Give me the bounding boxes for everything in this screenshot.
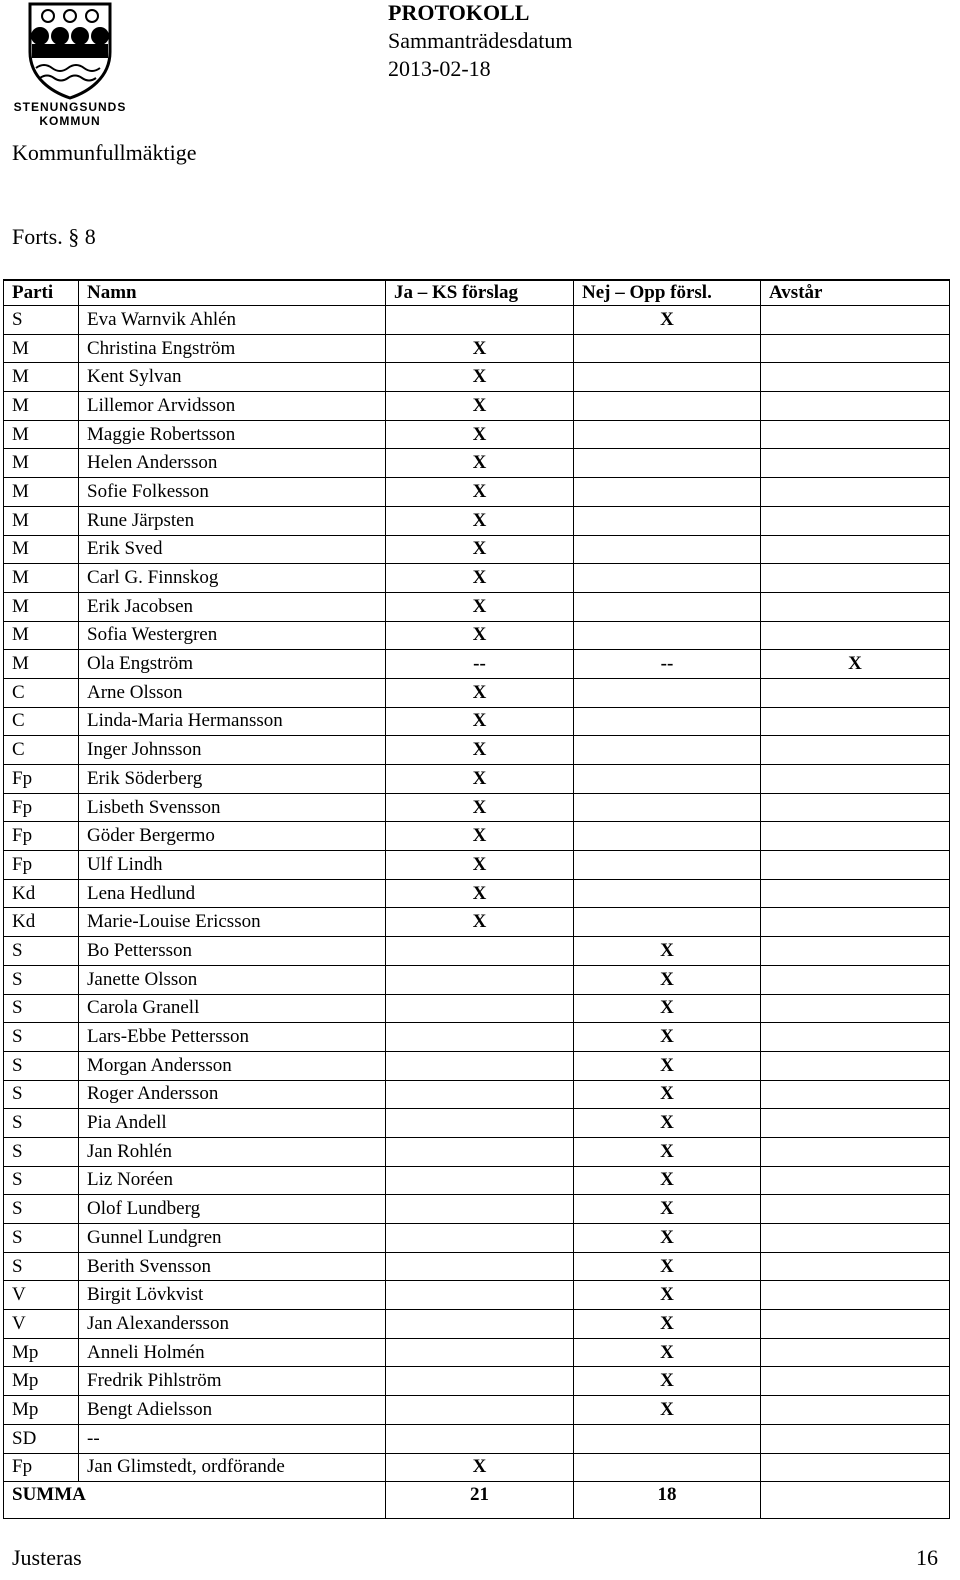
cell-ja [386, 1338, 574, 1367]
cell-namn: Gunnel Lundgren [79, 1224, 386, 1253]
cell-ja [386, 1051, 574, 1080]
summary-row [4, 1482, 950, 1519]
cell-nej: X [574, 965, 761, 994]
cell-ja [386, 1137, 574, 1166]
table-row [4, 908, 950, 937]
cell-nej [574, 564, 761, 593]
table-header-row [4, 280, 950, 306]
cell-ja: -- [386, 650, 574, 679]
table-row [4, 765, 950, 794]
table-row [4, 937, 950, 966]
table-row [4, 851, 950, 880]
table-row [4, 879, 950, 908]
cell-ja: X [386, 851, 574, 880]
cell-nej [574, 1424, 761, 1453]
cell-namn: Carl G. Finnskog [79, 564, 386, 593]
cell-ja: X [386, 363, 574, 392]
cell-ja [386, 1166, 574, 1195]
cell-ja: X [386, 707, 574, 736]
cell-namn: Göder Bergermo [79, 822, 386, 851]
cell-ja [386, 994, 574, 1023]
table-row [4, 736, 950, 765]
cell-parti: S [4, 1137, 79, 1166]
cell-avstar [761, 478, 950, 507]
column-header-avstar: Avstår [761, 280, 950, 306]
cell-ja [386, 1109, 574, 1138]
table-row [4, 707, 950, 736]
cell-nej [574, 535, 761, 564]
cell-ja: X [386, 420, 574, 449]
cell-avstar [761, 822, 950, 851]
cell-avstar [761, 306, 950, 335]
table-row [4, 334, 950, 363]
table-row [4, 1023, 950, 1052]
cell-namn: Jan Glimstedt, ordförande [79, 1453, 386, 1482]
summary-avstar [761, 1482, 950, 1519]
table-row [4, 1396, 950, 1425]
cell-ja: X [386, 334, 574, 363]
cell-avstar [761, 564, 950, 593]
cell-namn: Maggie Robertsson [79, 420, 386, 449]
cell-parti: C [4, 736, 79, 765]
cell-namn: Lena Hedlund [79, 879, 386, 908]
cell-avstar [761, 449, 950, 478]
cell-ja [386, 965, 574, 994]
cell-ja [386, 1252, 574, 1281]
cell-parti: S [4, 1109, 79, 1138]
cell-parti: S [4, 1166, 79, 1195]
cell-parti: Fp [4, 822, 79, 851]
cell-nej: X [574, 937, 761, 966]
table-row [4, 535, 950, 564]
cell-parti: Kd [4, 908, 79, 937]
cell-parti: S [4, 965, 79, 994]
cell-avstar [761, 793, 950, 822]
cell-nej [574, 334, 761, 363]
table-row [4, 564, 950, 593]
cell-nej [574, 363, 761, 392]
cell-nej: X [574, 1338, 761, 1367]
cell-namn: Inger Johnsson [79, 736, 386, 765]
cell-avstar [761, 1195, 950, 1224]
table-row [4, 449, 950, 478]
meeting-date: 2013-02-18 [388, 56, 491, 81]
cell-namn: Liz Noréen [79, 1166, 386, 1195]
cell-avstar [761, 535, 950, 564]
cell-namn: Fredrik Pihlström [79, 1367, 386, 1396]
cell-avstar [761, 592, 950, 621]
table-row [4, 363, 950, 392]
table-row [4, 1281, 950, 1310]
cell-ja: X [386, 621, 574, 650]
cell-parti: S [4, 1051, 79, 1080]
cell-namn: Erik Jacobsen [79, 592, 386, 621]
summary-nej: 18 [574, 1482, 761, 1519]
cell-parti: S [4, 994, 79, 1023]
cell-nej [574, 592, 761, 621]
cell-nej: X [574, 1367, 761, 1396]
summary-label: SUMMA [4, 1482, 386, 1519]
cell-ja: X [386, 535, 574, 564]
cell-parti: SD [4, 1424, 79, 1453]
cell-parti: Fp [4, 765, 79, 794]
summary-ja: 21 [386, 1482, 574, 1519]
organization-name: Kommunfullmäktige [12, 140, 197, 165]
cell-avstar [761, 334, 950, 363]
column-header-namn: Namn [79, 280, 386, 306]
cell-avstar [761, 1367, 950, 1396]
cell-nej: X [574, 1109, 761, 1138]
table-row [4, 621, 950, 650]
cell-ja: X [386, 822, 574, 851]
cell-namn: Olof Lundberg [79, 1195, 386, 1224]
table-row [4, 1310, 950, 1339]
cell-namn: Carola Granell [79, 994, 386, 1023]
table-row [4, 822, 950, 851]
cell-ja: X [386, 592, 574, 621]
logo-text-line2: KOMMUN [39, 114, 101, 128]
cell-nej: X [574, 1166, 761, 1195]
table-row [4, 1051, 950, 1080]
cell-avstar [761, 736, 950, 765]
cell-nej [574, 449, 761, 478]
cell-avstar [761, 363, 950, 392]
cell-nej [574, 851, 761, 880]
cell-parti: M [4, 420, 79, 449]
cell-parti: M [4, 564, 79, 593]
cell-namn: Pia Andell [79, 1109, 386, 1138]
cell-namn: Lillemor Arvidsson [79, 392, 386, 421]
cell-nej: X [574, 994, 761, 1023]
cell-avstar [761, 707, 950, 736]
cell-namn: Ulf Lindh [79, 851, 386, 880]
table-row [4, 1109, 950, 1138]
cell-parti: M [4, 363, 79, 392]
cell-namn: Sofia Westergren [79, 621, 386, 650]
column-header-parti: Parti [4, 280, 79, 306]
table-row [4, 1080, 950, 1109]
cell-parti: M [4, 478, 79, 507]
table-row [4, 965, 950, 994]
cell-avstar [761, 965, 950, 994]
cell-nej [574, 822, 761, 851]
cell-avstar [761, 1338, 950, 1367]
table-row [4, 420, 950, 449]
cell-namn: Lisbeth Svensson [79, 793, 386, 822]
table-row [4, 478, 950, 507]
cell-nej [574, 392, 761, 421]
cell-namn: Jan Alexandersson [79, 1310, 386, 1339]
cell-avstar [761, 1109, 950, 1138]
table-row [4, 994, 950, 1023]
cell-ja [386, 1224, 574, 1253]
cell-parti: M [4, 535, 79, 564]
cell-nej [574, 707, 761, 736]
table-row [4, 592, 950, 621]
cell-namn: Erik Söderberg [79, 765, 386, 794]
cell-avstar [761, 1023, 950, 1052]
cell-nej: X [574, 1051, 761, 1080]
cell-parti: Kd [4, 879, 79, 908]
cell-namn: Morgan Andersson [79, 1051, 386, 1080]
cell-avstar [761, 1310, 950, 1339]
cell-namn: Roger Andersson [79, 1080, 386, 1109]
logo-text-line1: STENUNGSUNDS [13, 100, 127, 114]
table-row [4, 1166, 950, 1195]
cell-namn: Arne Olsson [79, 678, 386, 707]
cell-avstar [761, 908, 950, 937]
cell-ja [386, 1195, 574, 1224]
cell-parti: M [4, 592, 79, 621]
cell-avstar [761, 1080, 950, 1109]
cell-parti: Fp [4, 851, 79, 880]
cell-avstar [761, 1252, 950, 1281]
cell-parti: V [4, 1281, 79, 1310]
cell-avstar [761, 765, 950, 794]
cell-parti: Mp [4, 1338, 79, 1367]
table-row [4, 1424, 950, 1453]
cell-avstar [761, 1224, 950, 1253]
table-row [4, 1195, 950, 1224]
cell-parti: S [4, 1023, 79, 1052]
cell-namn: Anneli Holmén [79, 1338, 386, 1367]
cell-ja [386, 1080, 574, 1109]
cell-namn: Bo Pettersson [79, 937, 386, 966]
cell-ja [386, 306, 574, 335]
table-row [4, 392, 950, 421]
table-row [4, 678, 950, 707]
cell-ja: X [386, 1453, 574, 1482]
cell-avstar [761, 1137, 950, 1166]
table-row [4, 1453, 950, 1482]
cell-ja [386, 1424, 574, 1453]
cell-parti: S [4, 937, 79, 966]
cell-parti: S [4, 1080, 79, 1109]
cell-nej: X [574, 1224, 761, 1253]
cell-avstar [761, 392, 950, 421]
cell-nej: X [574, 1137, 761, 1166]
cell-avstar [761, 937, 950, 966]
cell-avstar [761, 1166, 950, 1195]
cell-namn: Ola Engström [79, 650, 386, 679]
cell-nej [574, 678, 761, 707]
cell-nej [574, 736, 761, 765]
cell-nej [574, 765, 761, 794]
table-row [4, 1137, 950, 1166]
cell-namn: Linda-Maria Hermansson [79, 707, 386, 736]
cell-ja: X [386, 478, 574, 507]
cell-ja: X [386, 564, 574, 593]
column-header-ja: Ja – KS förslag [386, 280, 574, 306]
cell-avstar: X [761, 650, 950, 679]
cell-avstar [761, 879, 950, 908]
cell-avstar [761, 1281, 950, 1310]
cell-namn: Lars-Ebbe Pettersson [79, 1023, 386, 1052]
cell-avstar [761, 851, 950, 880]
cell-ja: X [386, 678, 574, 707]
cell-avstar [761, 994, 950, 1023]
cell-avstar [761, 621, 950, 650]
cell-namn: Christina Engström [79, 334, 386, 363]
cell-parti: M [4, 392, 79, 421]
cell-namn: Birgit Lövkvist [79, 1281, 386, 1310]
cell-ja: X [386, 879, 574, 908]
cell-parti: M [4, 621, 79, 650]
cell-avstar [761, 1396, 950, 1425]
cell-nej [574, 420, 761, 449]
cell-ja [386, 1367, 574, 1396]
cell-parti: Fp [4, 1453, 79, 1482]
document-title: PROTOKOLL [388, 0, 530, 25]
cell-ja: X [386, 736, 574, 765]
table-row [4, 1367, 950, 1396]
cell-nej [574, 908, 761, 937]
cell-ja: X [386, 392, 574, 421]
cell-namn: Erik Sved [79, 535, 386, 564]
cell-namn: Berith Svensson [79, 1252, 386, 1281]
table-row [4, 1338, 950, 1367]
cell-parti: C [4, 707, 79, 736]
cell-ja [386, 1281, 574, 1310]
cell-nej [574, 879, 761, 908]
cell-nej [574, 506, 761, 535]
cell-ja: X [386, 765, 574, 794]
cell-avstar [761, 678, 950, 707]
cell-namn: Helen Andersson [79, 449, 386, 478]
municipality-logo [12, 2, 128, 130]
cell-parti: Mp [4, 1367, 79, 1396]
cell-nej: X [574, 1080, 761, 1109]
cell-ja: X [386, 506, 574, 535]
cell-nej: -- [574, 650, 761, 679]
cell-nej: X [574, 1252, 761, 1281]
cell-namn: -- [79, 1424, 386, 1453]
cell-nej: X [574, 306, 761, 335]
table-row [4, 1224, 950, 1253]
table-row [4, 506, 950, 535]
cell-namn: Kent Sylvan [79, 363, 386, 392]
cell-ja: X [386, 793, 574, 822]
cell-avstar [761, 1424, 950, 1453]
cell-nej [574, 1453, 761, 1482]
cell-nej: X [574, 1023, 761, 1052]
cell-avstar [761, 1051, 950, 1080]
cell-nej [574, 793, 761, 822]
cell-parti: S [4, 306, 79, 335]
meeting-date-label: Sammanträdesdatum [388, 28, 573, 53]
cell-parti: M [4, 449, 79, 478]
cell-ja: X [386, 908, 574, 937]
page-number: 16 [916, 1545, 938, 1570]
cell-nej: X [574, 1310, 761, 1339]
cell-parti: M [4, 650, 79, 679]
table-row [4, 793, 950, 822]
cell-avstar [761, 1453, 950, 1482]
cell-namn: Jan Rohlén [79, 1137, 386, 1166]
cell-parti: S [4, 1252, 79, 1281]
cell-ja [386, 1310, 574, 1339]
cell-parti: V [4, 1310, 79, 1339]
cell-nej: X [574, 1396, 761, 1425]
cell-ja [386, 1396, 574, 1425]
cell-nej [574, 478, 761, 507]
cell-namn: Sofie Folkesson [79, 478, 386, 507]
cell-namn: Rune Järpsten [79, 506, 386, 535]
section-heading: Forts. § 8 [12, 224, 96, 249]
cell-avstar [761, 506, 950, 535]
cell-parti: S [4, 1224, 79, 1253]
footer-justeras: Justeras [12, 1545, 82, 1570]
cell-parti: M [4, 506, 79, 535]
cell-nej: X [574, 1281, 761, 1310]
cell-namn: Eva Warnvik Ahlén [79, 306, 386, 335]
cell-parti: S [4, 1195, 79, 1224]
table-row [4, 1252, 950, 1281]
cell-nej [574, 621, 761, 650]
column-header-nej: Nej – Opp försl. [574, 280, 761, 306]
cell-avstar [761, 420, 950, 449]
vote-table [3, 279, 950, 1519]
cell-namn: Bengt Adielsson [79, 1396, 386, 1425]
cell-ja [386, 1023, 574, 1052]
table-row [4, 650, 950, 679]
cell-parti: Fp [4, 793, 79, 822]
cell-parti: C [4, 678, 79, 707]
cell-ja: X [386, 449, 574, 478]
cell-namn: Janette Olsson [79, 965, 386, 994]
cell-namn: Marie-Louise Ericsson [79, 908, 386, 937]
cell-parti: M [4, 334, 79, 363]
cell-ja [386, 937, 574, 966]
cell-nej: X [574, 1195, 761, 1224]
municipal-coat-of-arms-icon [26, 2, 114, 100]
cell-parti: Mp [4, 1396, 79, 1425]
table-row [4, 306, 950, 335]
